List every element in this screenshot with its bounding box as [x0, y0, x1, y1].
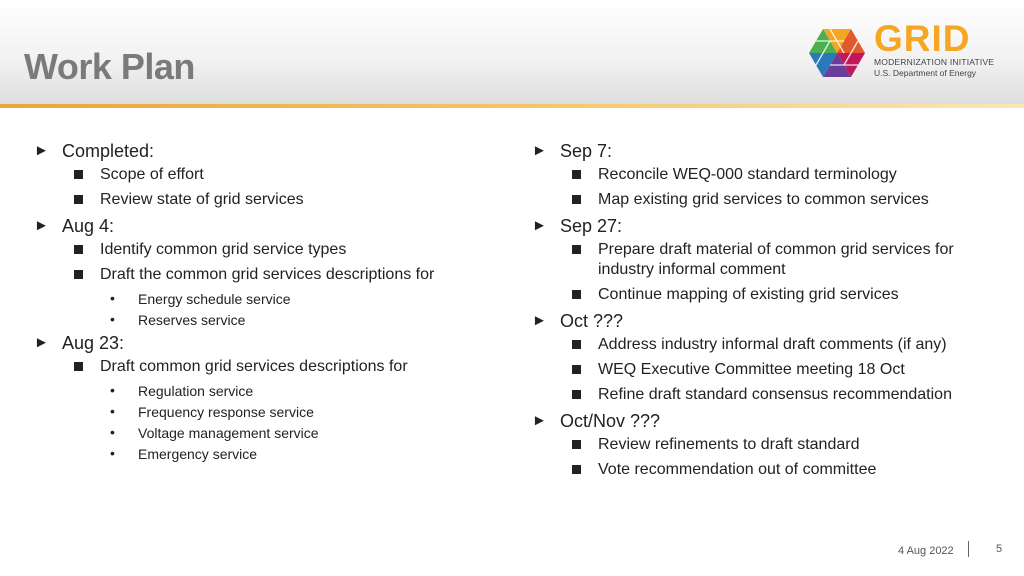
logo-subtitle: MODERNIZATION INITIATIVE [874, 57, 995, 67]
sub-task-item: • Emergency service [110, 445, 258, 462]
task-item: Scope of effort [34, 165, 474, 185]
milestone-oct: ► Oct ??? [532, 311, 624, 331]
task-item: Draft common grid services descriptions for [34, 357, 474, 377]
logo-agency: U.S. Department of Energy [874, 68, 977, 78]
slide-title: Work Plan [24, 46, 195, 87]
task-item: Review state of grid services [34, 190, 474, 210]
task-item: Review refinements to draft standard [532, 435, 1002, 455]
sub-task-item: • Frequency response service [110, 403, 314, 420]
task-item: Reconcile WEQ-000 standard terminology [532, 165, 1002, 185]
dot-bullet-icon: • [110, 445, 115, 461]
task-item: Address industry informal draft comments (if any) [532, 335, 1002, 355]
page-number: 5 [996, 543, 1003, 555]
task-item: Map existing grid services to common services [532, 190, 1002, 210]
arrow-bullet-icon: ► [34, 217, 49, 234]
sub-task-item: • Voltage management service [110, 424, 319, 441]
square-bullet-icon [572, 170, 581, 179]
dot-bullet-icon: • [110, 311, 115, 327]
arrow-bullet-icon: ► [532, 217, 547, 234]
arrow-bullet-icon: ► [34, 142, 49, 159]
square-bullet-icon [572, 440, 581, 449]
milestone-sep-7: ► Sep 7: [532, 141, 613, 161]
square-bullet-icon [572, 390, 581, 399]
left-column [34, 140, 474, 466]
square-bullet-icon [74, 362, 83, 371]
logo-wordmark: GRID [874, 18, 971, 59]
milestone-aug-4: ► Aug 4: [34, 216, 115, 236]
dot-bullet-icon: • [110, 403, 115, 419]
footer-date: 4 Aug 2022 [898, 545, 954, 557]
square-bullet-icon [572, 195, 581, 204]
task-item: Refine draft standard consensus recommendation [532, 385, 1002, 405]
square-bullet-icon [572, 365, 581, 374]
milestone-aug-23: ► Aug 23: [34, 333, 125, 353]
task-item: WEQ Executive Committee meeting 18 Oct [532, 360, 1002, 380]
sub-task-item: • Energy schedule service [110, 290, 291, 307]
square-bullet-icon [572, 340, 581, 349]
square-bullet-icon [74, 270, 83, 279]
task-item: Vote recommendation out of committee [532, 460, 1002, 480]
sub-task-item: • Regulation service [110, 382, 254, 399]
dot-bullet-icon: • [110, 424, 115, 440]
milestone-oct-nov: ► Oct/Nov ??? [532, 411, 661, 431]
footer-divider [968, 541, 969, 557]
header-accent-line [0, 104, 1024, 108]
square-bullet-icon [74, 170, 83, 179]
square-bullet-icon [572, 245, 581, 254]
square-bullet-icon [572, 465, 581, 474]
arrow-bullet-icon: ► [532, 412, 547, 429]
grid-logo-mark-icon [806, 22, 868, 84]
arrow-bullet-icon: ► [34, 334, 49, 351]
task-item: Draft the common grid services descriptions for [34, 265, 474, 285]
arrow-bullet-icon: ► [532, 142, 547, 159]
square-bullet-icon [572, 290, 581, 299]
task-item: Prepare draft material of common grid services for industry informal comment [532, 240, 1002, 280]
milestone-sep-27: ► Sep 27: [532, 216, 623, 236]
dot-bullet-icon: • [110, 382, 115, 398]
square-bullet-icon [74, 195, 83, 204]
arrow-bullet-icon: ► [532, 312, 547, 329]
right-column [532, 140, 1002, 485]
task-item: Continue mapping of existing grid services [532, 285, 1002, 305]
dot-bullet-icon: • [110, 290, 115, 306]
task-item: Identify common grid service types [34, 240, 474, 260]
square-bullet-icon [74, 245, 83, 254]
sub-task-item: • Reserves service [110, 311, 246, 328]
grid-logo [806, 18, 1006, 84]
milestone-completed: ► Completed: [34, 141, 155, 161]
